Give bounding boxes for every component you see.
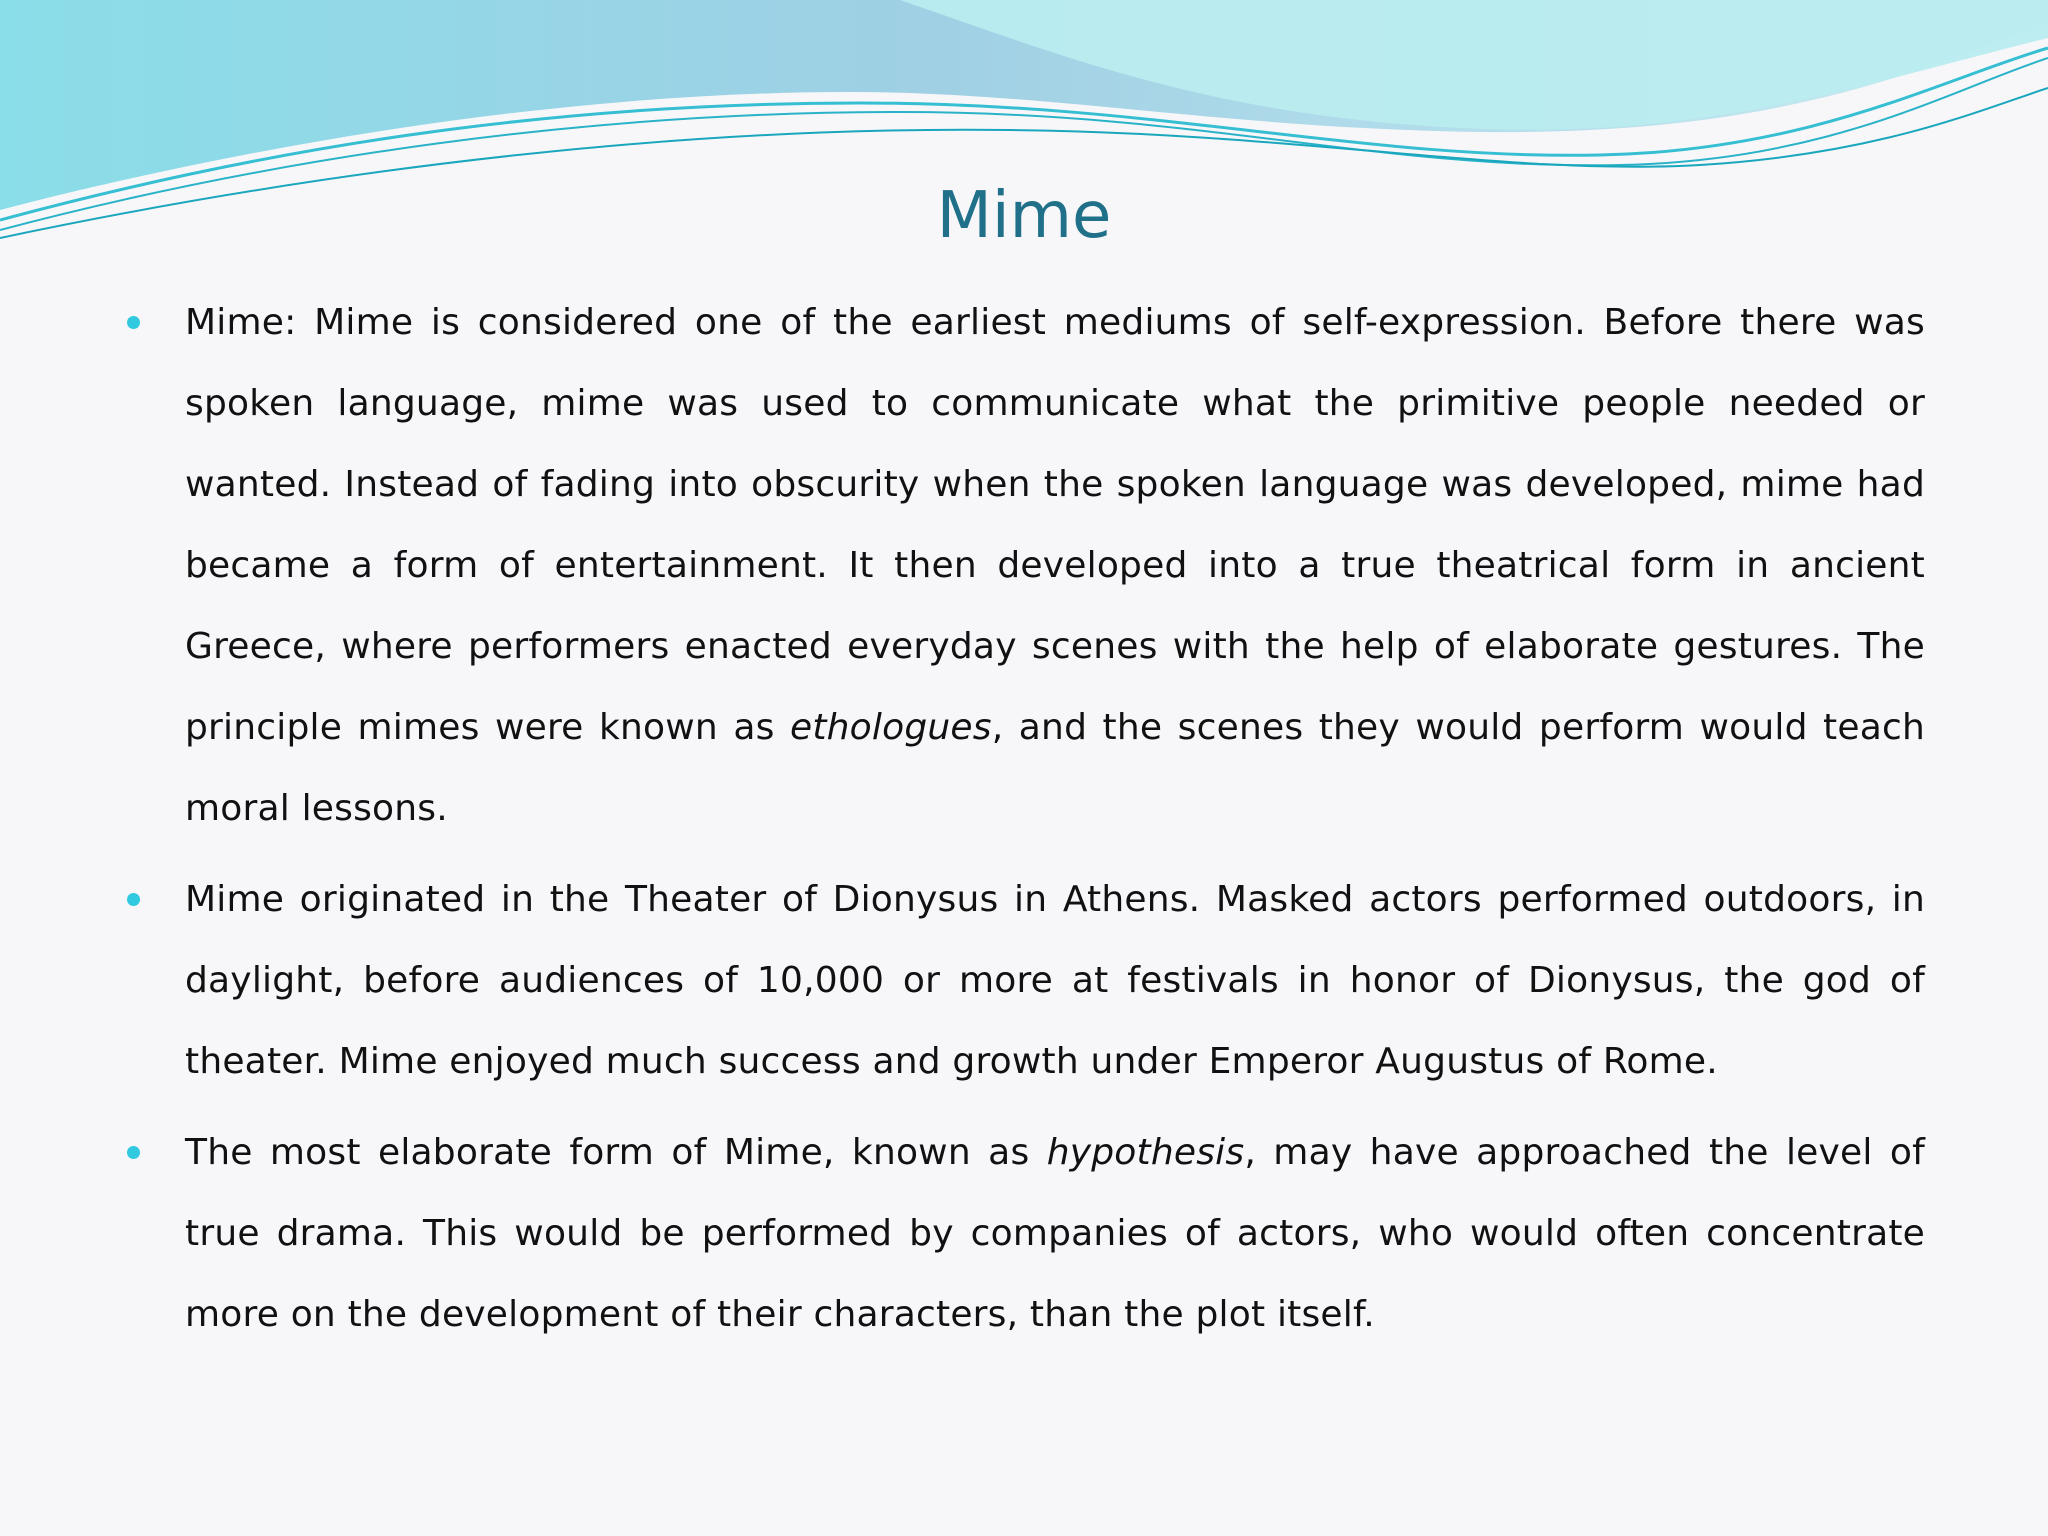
bullet-list [120,282,1925,1365]
bullet-dot [127,316,140,329]
bullet-text-part: , and the scenes they would perform would teach moral lessons. [185,707,1925,829]
bullet-text-part: , may have approached the level of true drama. This would be performed by companies of actors, who would often concentrate more on the development of their characters, than the plot itself. [185,1132,1925,1335]
bullet-dot [127,893,140,906]
bullet-item-mime-definition [120,282,1925,849]
page-title: Mime [936,179,1112,253]
bullet-dot [127,1146,140,1159]
bullet-text-part: Mime: Mime is considered one of the earliest mediums of self-expression. Before there was spoken language, mime was used to communicate what the primitive people needed or wanted. Instead of fading into obscurity when the spoken language was developed, mime had became a form of entertainment. It then developed into a true theatrical form in ancient Greece, where performers enacted everyday scenes with the help of elaborate gestures. The principle mimes were known as [185,302,1925,748]
italic-term-ethologues: ethologues [790,707,992,748]
italic-term-hypothesis: hypothesis [1046,1132,1245,1173]
bullet-text-part: The most elaborate form of Mime, known as [185,1132,1047,1173]
bullet-item-hypothesis [120,1112,1925,1355]
bullet-text: Mime originated in the Theater of Dionysus in Athens. Masked actors performed outdoors, in daylight, before audiences of 10,000 or more at festivals in honor of Dionysus, the god of theater. Mime enjoyed much success and growth under Emperor Augustus of Rome. [185,879,1925,1082]
bullet-item-mime-origin [120,859,1925,1102]
